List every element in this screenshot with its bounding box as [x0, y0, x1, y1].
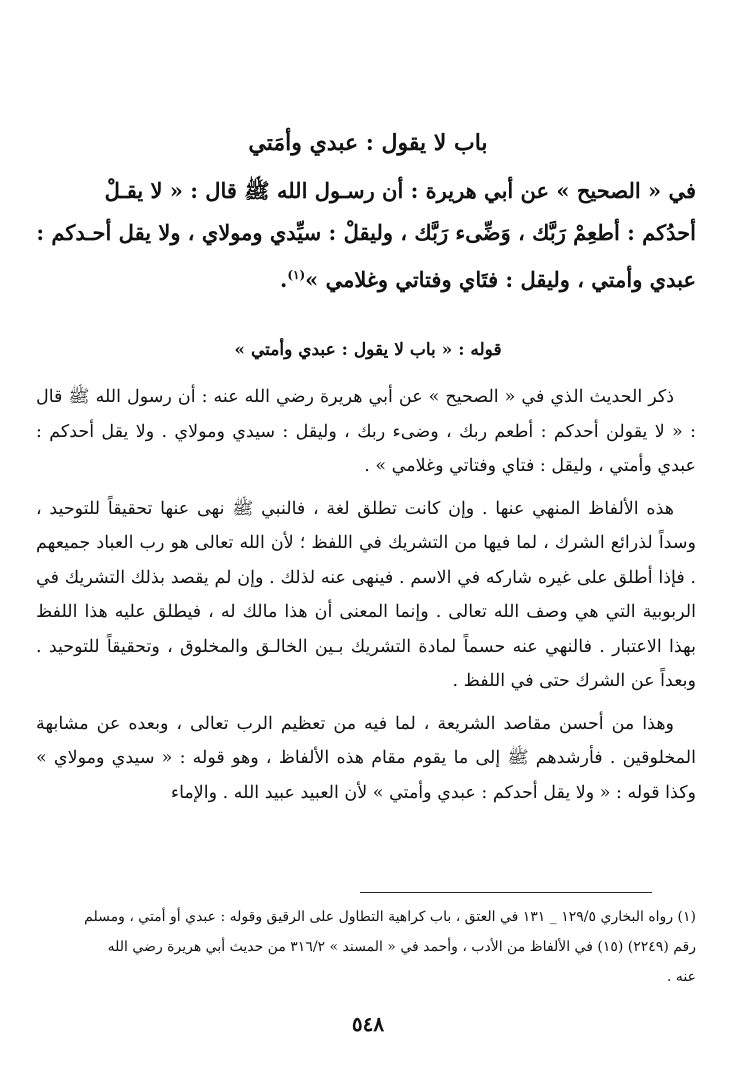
hadith-line-text: عبدي وأمتي ، وليقل : فتَاي وفتاتي وغلامي »	[305, 267, 696, 292]
commentary-line: ذكر الحديث الذي في « الصحيح » عن أبي هريرة رضي الله عنه : أن رسول الله	[95, 387, 674, 407]
commentary-line: وهذا من أحسن مقاصد الشريعة ، لما فيه من تعظيم الرب تعالى ، وبعده عن	[96, 713, 674, 734]
hadith-text	[36, 170, 696, 301]
chapter-title: باب لا يقول : عبدي وأمَتي	[248, 130, 488, 156]
commentary-line: فيطلق عليه هذا اللفظ بهذا الاعتبار . فالنهي عنه حسماً لمادة التشريك بـين الخالـق	[36, 602, 696, 657]
commentary-line: ومولاي » وكذا قوله : « ولا يقل أحدكم : عبدي وأمتي » لأن العبيد عبيد الله . والإماء	[36, 748, 696, 803]
page-number: ٥٤٨	[351, 1012, 385, 1036]
footnote-divider	[360, 892, 652, 893]
commentary-line: والمخلوق ، وتحقيقاً للتوحيد . وبعداً عن الشرك حتى في اللفظ .	[36, 636, 696, 691]
commentary-line: بذلك التشريك في الربوبية التي هي وصف الله تعالى . وإنما المعنى أن هذا مالك له ،	[36, 567, 696, 622]
footnote-reference: (١)	[287, 268, 306, 282]
footnote-line: (١) رواه البخاري ١٢٩/٥ _ ١٣١ في العتق ، باب كراهية التطاول على الرقيق وقوله : عبدي أو أمتي ، ومسلم	[84, 909, 696, 925]
hadith-line: أحدُكم : أطعِمْ رَبَّك ، وَضِّىء رَبَّك ، وليقلْ : سيِّدي ومولاي ، ولا يقل أحـدكم :	[36, 220, 696, 245]
commentary-line: ﷺ قال : « لا يقولن أحدكم : أطعم ربك ، وضىء ربك ، وليقل : سيدي ومولاي . ولا	[36, 387, 696, 442]
commentary-line: يقل أحدكم : عبدي وأمتي ، وليقل : فتاي وفتاتي وغلامي » .	[36, 421, 696, 476]
commentary-line: العباد جميعهم . فإذا أطلق على غيره شاركه في الاسم . فينهى عنه لذلك . وإن لم يقصد	[36, 533, 696, 588]
commentary-paragraph	[36, 707, 696, 811]
hadith-line: في « الصحيح » عن أبي هريرة : أن رسـول الله ﷺ قال : « لا يقـلْ	[104, 178, 696, 203]
commentary-line: مشابهة المخلوقين . فأرشدهم ﷺ إلى ما يقوم مقام هذه الألفاظ ، وهو قوله : « سيدي	[36, 713, 696, 768]
footnote-line: رقم (٢٢٤٩) (١٥) في الألفاظ من الأدب ، وأحمد في « المسند » ٣١٦/٢ من حديث أبي هريرة رضي الله	[107, 939, 696, 955]
commentary-line: للتوحيد ، وسداً لذرائع الشرك ، لما فيها من التشريك في اللفظ ؛ لأن الله تعالى هو رب	[36, 498, 696, 553]
hadith-line: عبدي وأمتي ، وليقل : فتَاي وفتاتي وغلامي »$^{(١)}$.	[280, 267, 696, 292]
footnote	[36, 902, 696, 992]
footnote-line: عنه .	[667, 969, 696, 985]
commentary-body	[36, 380, 696, 818]
commentary-paragraph	[36, 380, 696, 484]
commentary-heading: قوله : « باب لا يقول : عبدي وأمتي »	[234, 340, 502, 360]
commentary-line: هذه الألفاظ المنهي عنها . وإن كانت تطلق لغة ، فالنبي ﷺ نهى عنها تحقيقاً	[107, 498, 674, 519]
commentary-paragraph	[36, 492, 696, 699]
